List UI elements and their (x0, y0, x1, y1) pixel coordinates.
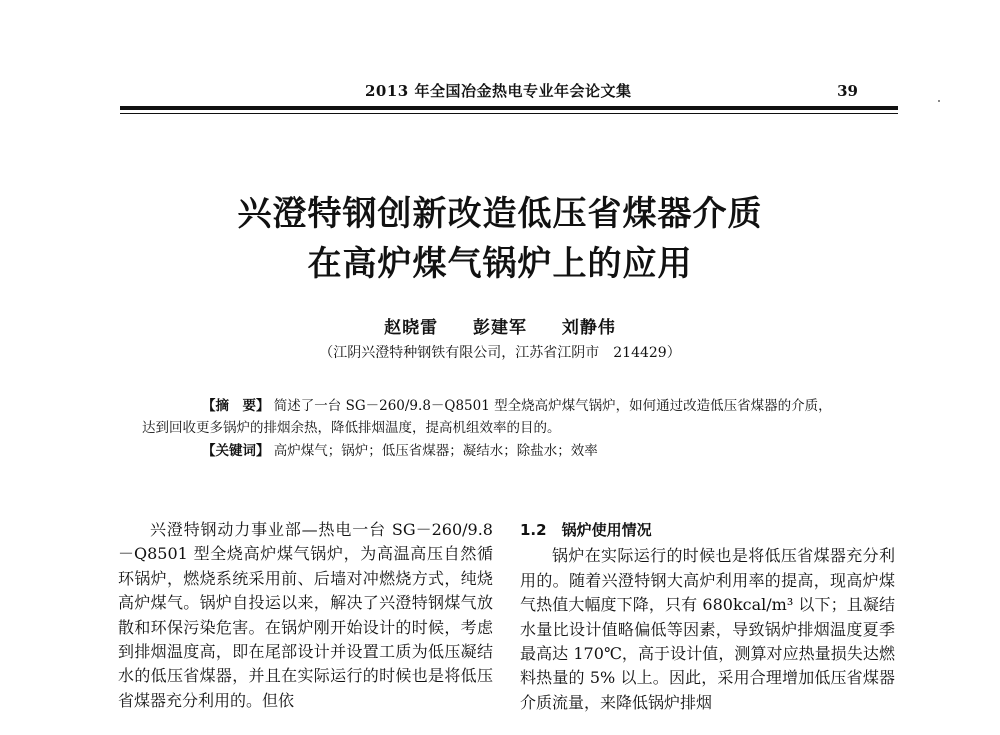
keywords-label: 【关键词】 (202, 443, 270, 459)
section-paragraph: 锅炉在实际运行的时候也是将低压省煤器充分利用的。随着兴澄特钢大高炉利用率的提高，现高炉煤气热值大幅度下降，只有 680kcal/m³ 以下；且凝结水量比设计值略偏低等因素，导致锅炉排烟温度夏季最高达 170℃，高于设计值，测算对应热量损失达燃料热量的 5% 以上。因此，采用合理增加低压省煤器介质流量，来降低锅炉排烟 (520, 546, 895, 712)
header-rule-thick (120, 106, 898, 110)
section-heading: 1.2 锅炉使用情况 (520, 521, 652, 539)
author-name: 彭建军 (473, 318, 527, 338)
scan-speck (938, 100, 940, 102)
author-name: 刘静伟 (561, 318, 616, 338)
header-rule-thin (120, 113, 898, 114)
paper-title-line-2: 在高炉煤气锅炉上的应用 (307, 244, 693, 284)
author-name: 赵晓雷 (384, 318, 439, 338)
keywords-text: 高炉煤气；锅炉；低压省煤器；凝结水；除盐水；效率 (273, 443, 598, 459)
left-column (118, 518, 493, 713)
abstract-label: 【摘 要】 (202, 398, 270, 414)
running-header (150, 80, 868, 101)
affiliation: （江阴兴澄特种钢铁有限公司，江苏省江阴市 214429） (319, 345, 681, 361)
author-list (0, 313, 1000, 338)
abstract-text: 简述了一台 SG－260/9.8－Q8501 型全烧高炉煤气锅炉，如何通过改造低压省煤器的介质，达到回收更多锅炉的排烟余热，降低排烟温度，提高机组效率的目的。 (142, 398, 832, 436)
paper-title-line-1: 兴澄特钢创新改造低压省煤器介质 (237, 194, 763, 234)
abstract (142, 395, 842, 439)
right-column (520, 518, 895, 715)
page-number: 39 (837, 82, 858, 100)
keywords (202, 440, 842, 462)
proceedings-title: 2013 年全国冶金热电专业年会论文集 (365, 82, 632, 100)
intro-paragraph: 兴澄特钢动力事业部—热电一台 SG－260/9.8－Q8501 型全烧高炉煤气锅炉，为高温高压自然循环锅炉，燃烧系统采用前、后墙对冲燃烧方式，纯烧高炉煤气。锅炉自投运以来，解决了兴澄特钢煤气放散和环保污染危害。在锅炉刚开始设计的时候，考虑到排烟温度高，即在尾部设计并设置工质为低压凝结水的低压省煤器，并且在实际运行的时候也是将低压省煤器充分利用的。但依 (118, 520, 493, 710)
